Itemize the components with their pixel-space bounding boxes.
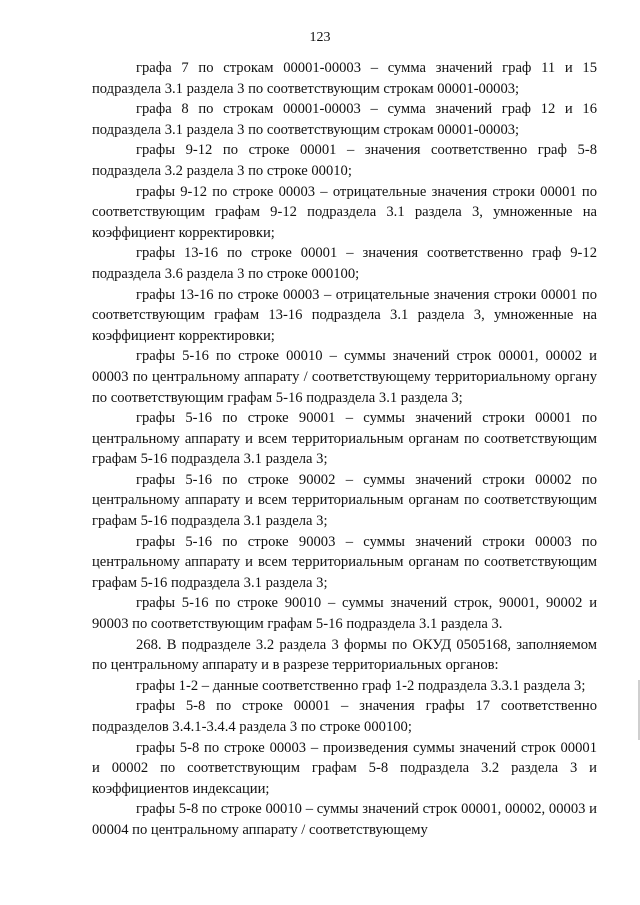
paragraph: графы 9-12 по строке 00001 – значения соответственно граф 5-8 подраздела 3.2 раздела 3 по строке 00010; <box>92 142 597 179</box>
paragraph: графы 9-12 по строке 00003 – отрицательные значения строки 00001 по соответствующим графам 9-12 подраздела 3.1 раздела 3, умноженные на коэффициент корректировки; <box>92 183 597 241</box>
paragraph: графа 7 по строкам 00001-00003 – сумма значений граф 11 и 15 подраздела 3.1 раздела 3 по соответствующим строкам 00001-00003; <box>92 60 597 97</box>
paragraph: графы 5-16 по строке 90003 – суммы значений строки 00003 по центральному аппарату и всем территориальным органам по соответствующим графам 5-16 подраздела 3.1 раздела 3; <box>92 533 597 591</box>
paragraph: графы 1-2 – данные соответственно граф 1-2 подраздела 3.3.1 раздела 3; <box>136 677 586 694</box>
section-heading-paragraph: 268. В подразделе 3.2 раздела 3 формы по ОКУД 0505168, заполняемом по центральному аппарату и в разрезе территориальных органов: <box>92 636 597 674</box>
paragraph: графы 5-16 по строке 90002 – суммы значений строки 00002 по центральному аппарату и всем территориальным органам по соответствующим графам 5-16 подраздела 3.1 раздела 3; <box>92 471 597 530</box>
paragraph: графы 5-16 по строке 90010 – суммы значений строк, 90001, 90002 и 90003 по соответствующим графам 5-16 подраздела 3.1 раздела 3. <box>92 595 597 633</box>
document-body <box>92 58 597 841</box>
paragraph: графы 5-16 по строке 90001 – суммы значений строки 00001 по центральному аппарату и всем территориальным органам по соответствующим графам 5-16 подраздела 3.1 раздела 3; <box>92 410 597 468</box>
paragraph: графы 5-8 по строке 00003 – произведения суммы значений строк 00001 и 00002 по соответствующим графам 5-8 подраздела 3.2 раздела 3 и коэффициентов индексации; <box>92 739 597 797</box>
paragraph: графы 13-16 по строке 00003 – отрицательные значения строки 00001 по соответствующим графам 13-16 подраздела 3.1 раздела 3, умноженные на коэффициент корректировки; <box>92 286 597 344</box>
page-number: 123 <box>309 30 331 45</box>
paragraph: графы 5-8 по строке 00010 – суммы значений строк 00001, 00002, 00003 и 00004 по центральному аппарату / соответствующему <box>92 801 597 838</box>
paragraph: графы 13-16 по строке 00001 – значения соответственно граф 9-12 подраздела 3.6 раздела 3 по строке 000100; <box>92 245 597 282</box>
paragraph: графа 8 по строкам 00001-00003 – сумма значений граф 12 и 16 подраздела 3.1 раздела 3 по соответствующим строкам 00001-00003; <box>92 101 597 138</box>
paragraph: графы 5-16 по строке 00010 – суммы значений строк 00001, 00002 и 00003 по центральному аппарату / соответствующему территориальному органу по соответствующим графам 5-16 подраздела 3.1 раздела 3; <box>92 348 597 406</box>
paragraph: графы 5-8 по строке 00001 – значения графы 17 соответственно подразделов 3.4.1-3.4.4 раздела 3 по строке 000100; <box>92 698 597 735</box>
